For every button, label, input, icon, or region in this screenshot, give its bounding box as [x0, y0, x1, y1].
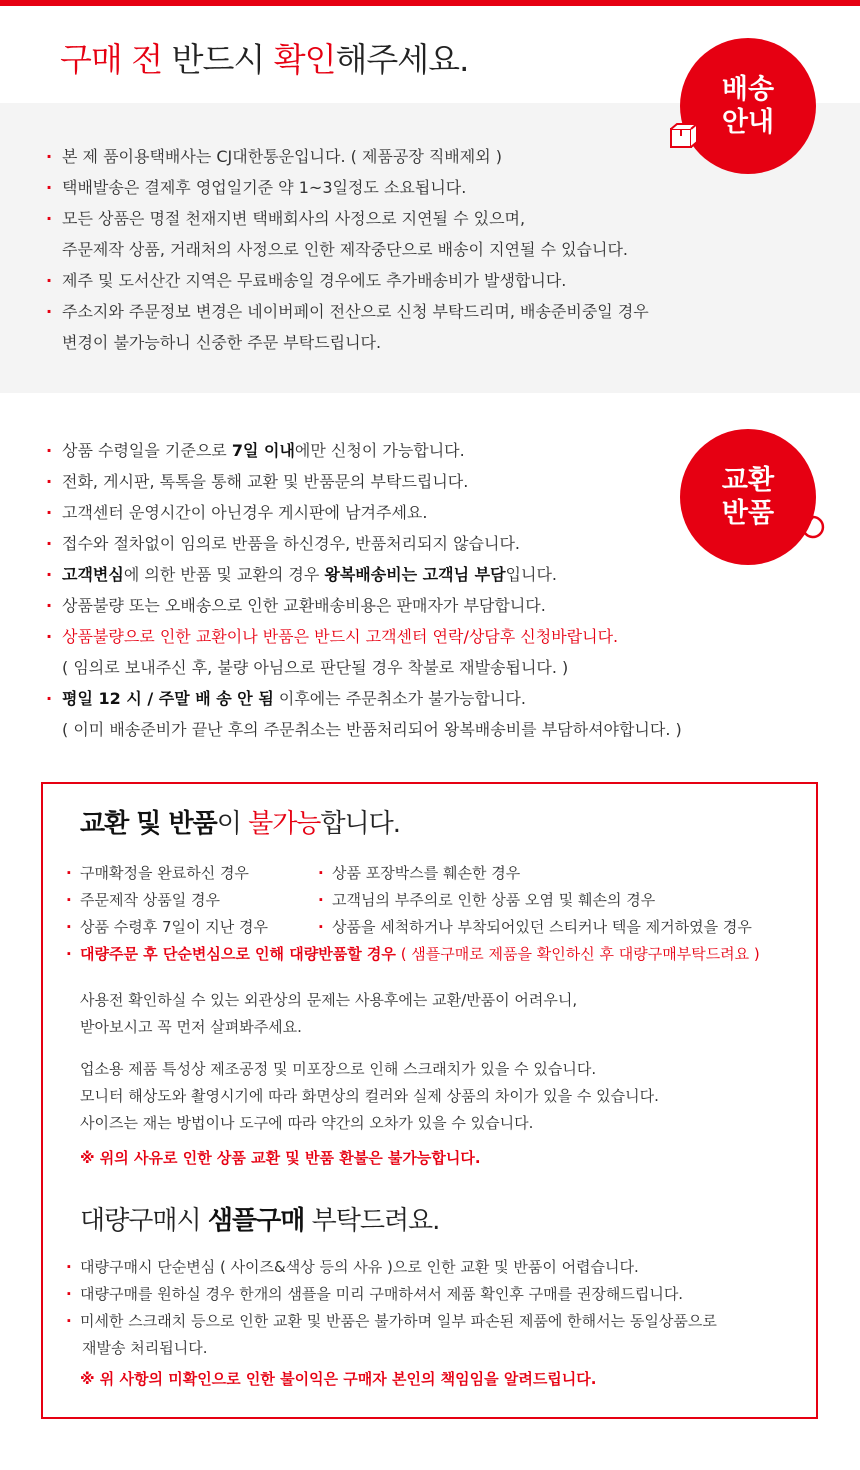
bulk-purchase-list: [66, 1254, 717, 1362]
list-item: · 상품불량으로 인한 교환이나 반품은 반드시 고객센터 연락/상담후 신청바랍니다.: [46, 627, 619, 646]
list-item: · 모든 상품은 명절 천재지변 택배회사의 사정으로 지연될 수 있으며,: [46, 209, 526, 228]
exchange-badge: [680, 429, 816, 565]
list-item: · 고객님의 부주의로 인한 상품 오염 및 훼손의 경우: [318, 891, 656, 909]
list-item-continued: 변경이 불가능하니 신중한 주문 부탁드립니다.: [62, 333, 382, 352]
list-item-continued: 재발송 처리됩니다.: [82, 1339, 208, 1357]
list-item-continued: 주문제작 상품, 거래처의 사정으로 인한 제작중단으로 배송이 지연될 수 있습니다.: [62, 240, 628, 259]
title-part-check: 확인: [273, 40, 336, 79]
shipping-badge-line1: 배송: [721, 74, 775, 105]
responsibility-note: ※ 위 사항의 미확인으로 인한 불이익은 구매자 본인의 책임임을 알려드립니다.: [80, 1370, 597, 1388]
no-return-title: 교환 및 반품이 불가능합니다.: [80, 809, 401, 839]
title-part-before-buying: 구매 전: [60, 40, 163, 79]
list-item: · 상품 수령후 7일이 지난 경우: [66, 918, 269, 936]
list-item: · 상품 포장박스를 훼손한 경우: [318, 864, 521, 882]
title-part-please: 해주세요.: [335, 40, 469, 79]
list-item: · 평일 12 시 / 주말 배 송 안 됨 이후에는 주문취소가 불가능합니다.: [46, 689, 526, 708]
list-item: · 대량구매시 단순변심 ( 사이즈&색상 등의 사유 )으로 인한 교환 및 반품이 어렵습니다.: [66, 1258, 639, 1276]
page-title: [60, 34, 469, 81]
shipping-badge: [680, 38, 816, 174]
list-item: · 상품불량 또는 오배송으로 인한 교환배송비용은 판매자가 부담합니다.: [46, 596, 546, 615]
list-item: · 상품을 세척하거나 부착되어있던 스티커나 텍을 제거하였을 경우: [318, 918, 752, 936]
list-item-bulk-return: · 대량주문 후 단순변심으로 인해 대량반품할 경우 ( 샘플구매로 제품을 확인하신 후 대량구매부탁드려요 ): [66, 945, 760, 963]
list-item: · 주문제작 상품일 경우: [66, 891, 220, 909]
list-item-continued: ( 임의로 보내주신 후, 불량 아님으로 판단될 경우 착불로 재발송됩니다. ): [62, 658, 569, 677]
list-item: · 대량구매를 원하실 경우 한개의 샘플을 미리 구매하셔서 제품 확인후 구매를 권장해드립니다.: [66, 1285, 684, 1303]
list-item: · 본 제 품이용택배사는 CJ대한통운입니다. ( 제품공장 직배제외 ): [46, 147, 503, 166]
product-notice-paragraph: 업소용 제품 특성상 제조공정 및 미포장으로 인해 스크래치가 있을 수 있습니다. 모니터 해상도와 촬영시기에 따라 화면상의 컬러와 실제 상품의 차이가 있을 수 있습니다. 사이즈는 재는 방법이나 도구에 따라 약간의 오차가 있을 수 있습니다.: [80, 1060, 659, 1132]
return-arrow-icon: [797, 512, 827, 542]
list-item-continued: ( 이미 배송준비가 끝난 후의 주문취소는 반품처리되어 왕복배송비를 부담하셔야합니다. ): [62, 720, 682, 739]
list-item: · 미세한 스크래치 등으로 인한 교환 및 반품은 불가하며 일부 파손된 제품에 한해서는 동일상품으로: [66, 1312, 717, 1330]
shipping-info-list: [46, 141, 649, 358]
list-item: · 상품 수령일을 기준으로 7일 이내에만 신청이 가능합니다.: [46, 441, 465, 460]
list-item: · 제주 및 도서산간 지역은 무료배송일 경우에도 추가배송비가 발생합니다.: [46, 271, 567, 290]
list-item: · 고객센터 운영시간이 아닌경우 게시판에 남겨주세요.: [46, 503, 428, 522]
list-item: · 주소지와 주문정보 변경은 네이버페이 전산으로 신청 부탁드리며, 배송준비중일 경우: [46, 302, 649, 321]
box-icon: [668, 122, 698, 152]
exchange-badge-line1: 교환: [721, 465, 775, 496]
list-item: · 전화, 게시판, 톡톡을 통해 교환 및 반품문의 부탁드립니다.: [46, 472, 469, 491]
inspection-paragraph: 사용전 확인하실 수 있는 외관상의 문제는 사용후에는 교환/반품이 어려우니, 받아보시고 꼭 먼저 살펴봐주세요.: [80, 991, 578, 1036]
list-item: · 고객변심에 의한 반품 및 교환의 경우 왕복배송비는 고객님 부담입니다.: [46, 565, 558, 584]
no-refund-note: ※ 위의 사유로 인한 상품 교환 및 반품 환불은 불가능합니다.: [80, 1149, 481, 1167]
list-item: · 구매확정을 완료하신 경우: [66, 864, 249, 882]
exchange-info-list: [46, 435, 682, 745]
exchange-badge-line2: 반품: [721, 498, 775, 529]
title-part-must: 반드시: [162, 40, 274, 79]
shipping-badge-line2: 안내: [721, 107, 775, 138]
bulk-purchase-title: 대량구매시 샘플구매 부탁드려요.: [80, 1206, 440, 1236]
list-item: · 접수와 절차없이 임의로 반품을 하신경우, 반품처리되지 않습니다.: [46, 534, 521, 553]
top-accent-bar: [0, 0, 860, 6]
list-item: · 택배발송은 결제후 영업일기준 약 1~3일정도 소요됩니다.: [46, 178, 467, 197]
